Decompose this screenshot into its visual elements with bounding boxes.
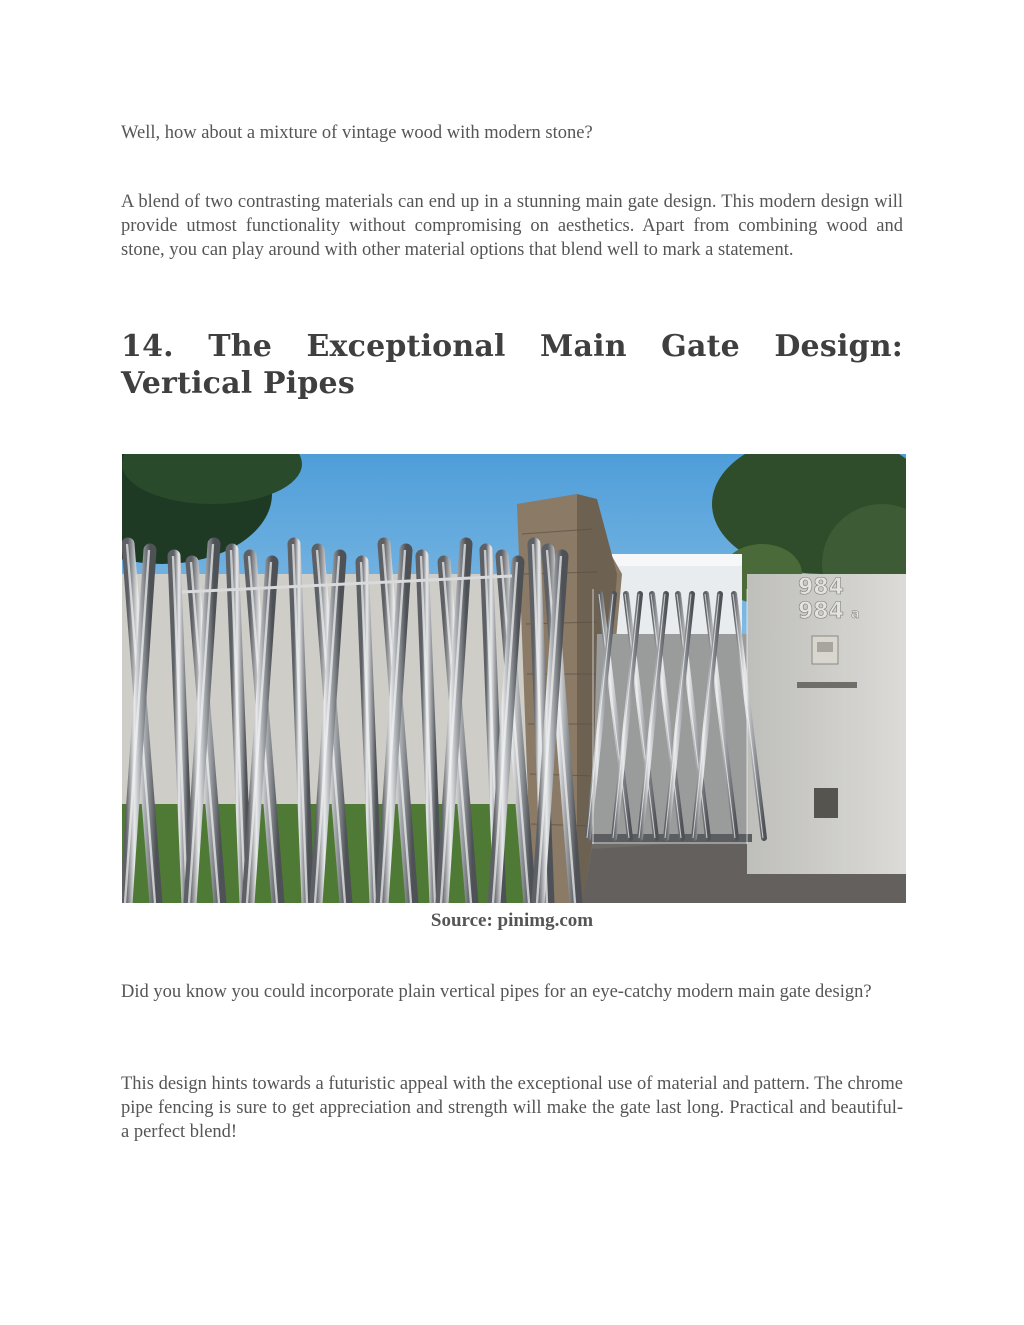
house-number-bottom: 984 [798, 599, 844, 624]
image-source-caption: Source: pinimg.com [430, 910, 594, 931]
house-number-suffix: a [851, 607, 860, 622]
section-heading: 14. The Exceptional Main Gate Design: Vertical Pipes [121, 329, 903, 401]
question-paragraph: Did you know you could incorporate plain vertical pipes for an eye-catchy modern main gate design? [121, 982, 872, 1002]
intro-paragraph: Well, how about a mixture of vintage wood with modern stone? [121, 123, 593, 143]
gate-photo [122, 454, 906, 903]
closing-paragraph: This design hints towards a futuristic appeal with the exceptional use of material and pattern. The chrome pipe fencing is sure to get appreciation and strength will make the gate last long. Practical and beautiful- a perfect blend! [121, 1074, 903, 1142]
blend-paragraph: A blend of two contrasting materials can end up in a stunning main gate design. This modern design will provide utmost functionality without compromising on aesthetics. Apart from combining wood and stone, you can play around with other material options that blend well to mark a statement. [121, 192, 903, 260]
house-number-top: 984 [798, 575, 844, 600]
concrete-wall [747, 574, 906, 874]
